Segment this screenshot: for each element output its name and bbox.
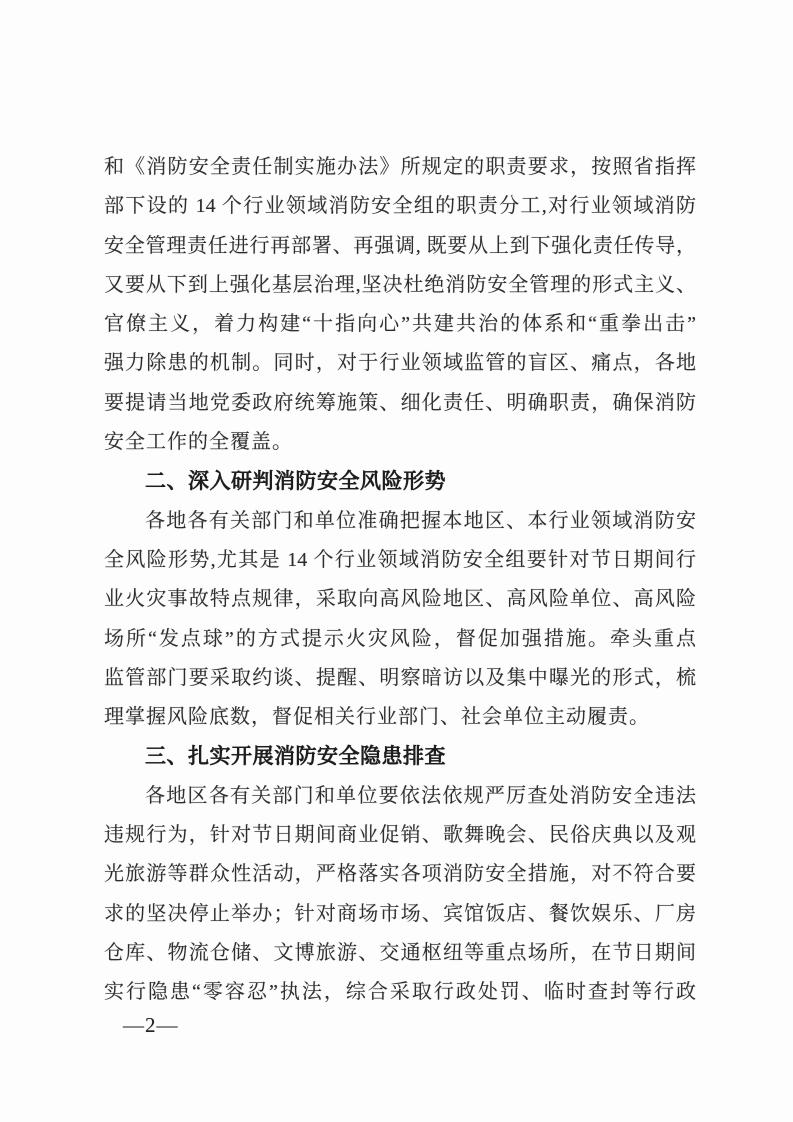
section-heading: 二、深入研判消防安全风险形势 xyxy=(145,470,446,494)
body-line: 要提请当地党委政府统筹施策、细化责任、明确职责，确保消防 xyxy=(104,391,696,414)
body-line: 部下设的 14 个行业领域消防安全组的职责分工,对行业领域消防 xyxy=(104,195,696,218)
body-line: 各地各有关部门和单位准确把握本地区、本行业领域消防安 xyxy=(145,509,696,532)
body-line: 仓库、物流仓储、文博旅游、交通枢纽等重点场所，在节日期间 xyxy=(104,941,696,964)
body-line: 业火灾事故特点规律，采取向高风险地区、高风险单位、高风险 xyxy=(104,588,696,611)
text-block xyxy=(104,148,696,1013)
section-heading: 三、扎实开展消防安全隐患排查 xyxy=(145,745,446,769)
body-line: 各地区各有关部门和单位要依法依规严厉查处消防安全违法 xyxy=(145,784,696,807)
body-line: 安全管理责任进行再部署、再强调, 既要从上到下强化责任传导， xyxy=(104,234,696,257)
body-line: 和《消防安全责任制实施办法》所规定的职责要求，按照省指挥 xyxy=(104,156,696,178)
body-line: 理掌握风险底数，督促相关行业部门、社会单位主动履责。 xyxy=(104,706,650,729)
page-number: —2— xyxy=(123,1013,179,1037)
body-line: 求的坚决停止举办；针对商场市场、宾馆饭店、餐饮娱乐、厂房 xyxy=(104,902,696,925)
body-line: 全风险形势,尤其是 14 个行业领域消防安全组要针对节日期间行 xyxy=(104,548,696,571)
body-line: 光旅游等群众性活动，严格落实各项消防安全措施，对不符合要 xyxy=(104,863,696,886)
body-line: 违规行为，针对节日期间商业促销、歌舞晚会、民俗庆典以及观 xyxy=(104,824,696,847)
body-line: 实行隐患“零容忍”执法，综合采取行政处罚、临时查封等行政 xyxy=(104,981,696,1004)
body-line: 安全工作的全覆盖。 xyxy=(104,431,293,454)
body-line: 官僚主义，着力构建“十指向心”共建共治的体系和“重拳出击” xyxy=(104,313,696,336)
body-line: 场所“发点球”的方式提示火灾风险，督促加强措施。牵头重点 xyxy=(104,627,696,650)
body-line: 又要从下到上强化基层治理,坚决杜绝消防安全管理的形式主义、 xyxy=(104,273,696,296)
body-line: 强力除患的机制。同时，对于行业领域监管的盲区、痛点，各地 xyxy=(104,352,696,375)
body-line: 监管部门要采取约谈、提醒、明察暗访以及集中曝光的形式，梳 xyxy=(104,666,696,689)
